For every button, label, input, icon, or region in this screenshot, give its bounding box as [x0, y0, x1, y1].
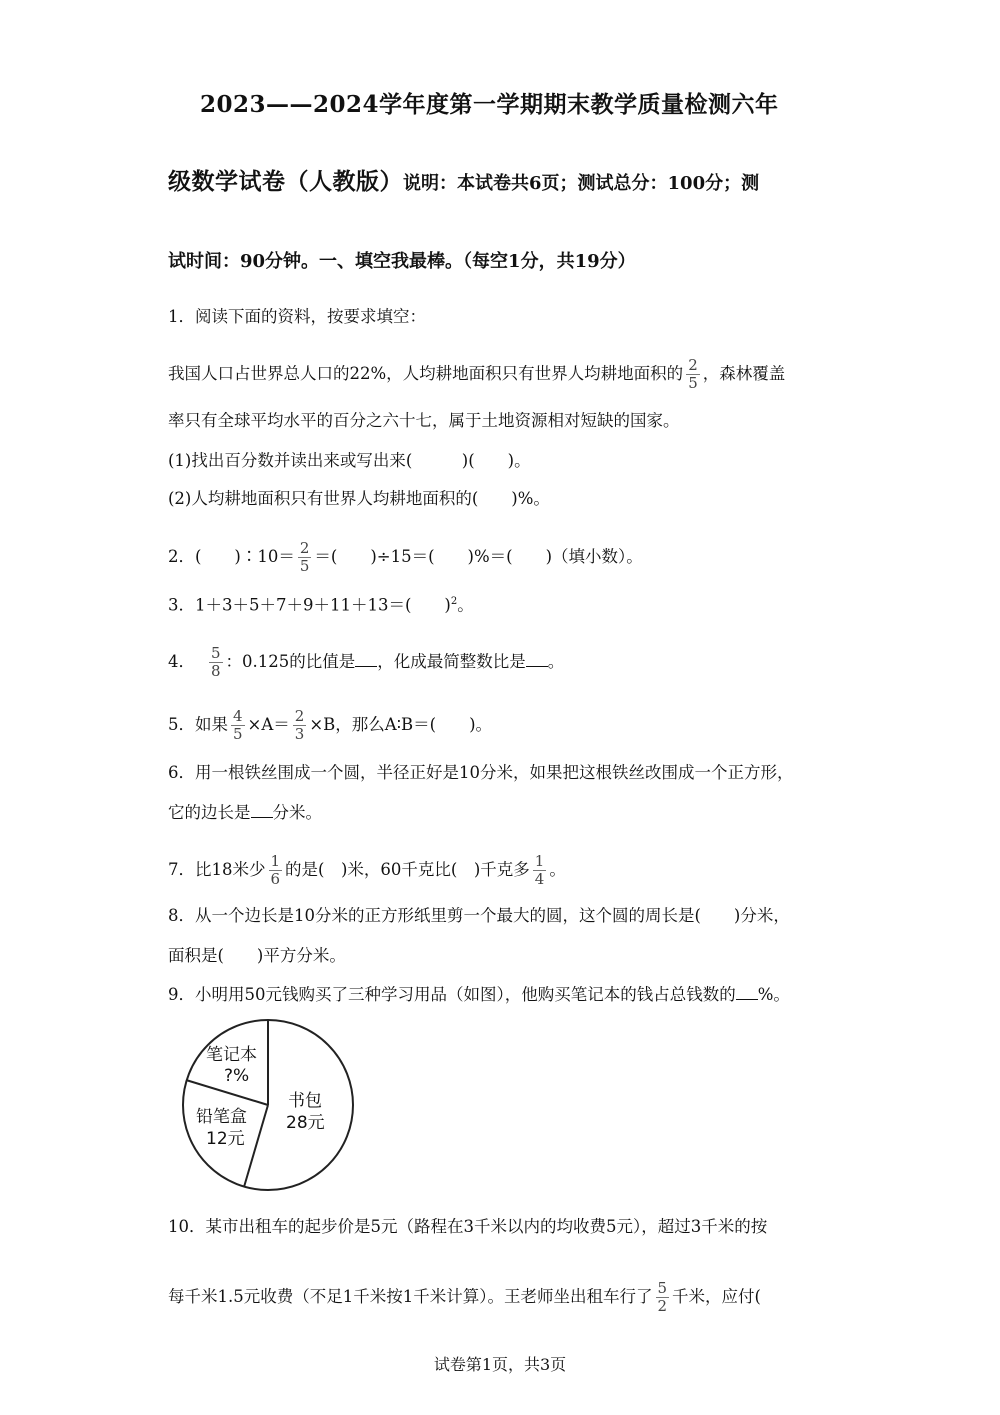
q1-frac-num: 2	[688, 356, 698, 374]
q3-text-b: 。	[457, 595, 474, 615]
pie-bag-label: 书包	[288, 1091, 322, 1111]
question-10-a: 10．某市出租车的起步价是5元（路程在3千米以内的均收费5元），超过3千米的按	[168, 1217, 768, 1236]
q4-frac-den: 8	[211, 662, 221, 680]
q5-text-b: ×A＝	[247, 715, 290, 734]
pie-chart	[176, 1015, 358, 1195]
q1-text-a: 我国人口占世界总人口的22%，人均耕地面积只有世界人均耕地面积的	[168, 364, 684, 383]
q9-answer-blank[interactable]	[736, 985, 758, 1000]
q2-text-a: 2．( )∶10＝	[168, 547, 295, 566]
question-8-a: 8．从一个边长是10分米的正方形纸里剪一个最大的圆，这个圆的周长是( )分米，	[168, 906, 790, 925]
q7-text-c: 。	[549, 860, 566, 879]
q7-text-a: 7．比18米少	[168, 860, 266, 879]
q7-frac1-den: 6	[270, 870, 281, 888]
q6-text-b: 它的边长是	[168, 803, 251, 822]
question-1-text	[168, 357, 785, 392]
question-4	[168, 645, 564, 680]
page-footer: 试卷第1页，共3页	[433, 1355, 567, 1374]
pie-pencilbox-value: 12元	[206, 1129, 245, 1149]
question-9	[168, 984, 790, 1006]
title-line-1: 2023——2024学年度第一学期期末教学质量检测六年	[200, 91, 779, 118]
question-10-b	[168, 1280, 761, 1315]
q2-fraction	[298, 540, 312, 575]
q10-text-c: 千米，应付(	[672, 1287, 761, 1306]
instructions-part-2: 试时间：90分钟。一、填空我最棒。（每空1分，共19分）	[168, 251, 636, 272]
question-8-b: 面积是( )平方分米。	[168, 946, 346, 965]
question-7	[168, 853, 566, 888]
q4-text-c: ，化成最简整数比是	[377, 652, 526, 671]
q1-text-c: 率只有全球平均水平的百分之六十七，属于土地资源相对短缺的国家。	[168, 411, 680, 430]
question-6-b	[168, 802, 322, 824]
q10-fraction	[656, 1280, 670, 1315]
q5-frac2-num: 2	[294, 707, 305, 725]
q2-frac-num: 2	[299, 539, 310, 557]
q6-answer-blank[interactable]	[251, 803, 273, 818]
q1-sub-2: (2)人均耕地面积只有世界人均耕地面积的( )%。	[168, 489, 550, 508]
q5-frac2-den: 3	[294, 725, 305, 743]
question-3	[168, 591, 474, 617]
q6-text-c: 分米。	[272, 803, 322, 822]
q7-fraction-1	[269, 853, 283, 888]
question-2	[168, 540, 643, 575]
q10-text-b: 每千米1.5元收费（不足1千米按1千米计算）。王老师坐出租车行了	[168, 1287, 653, 1306]
question-1-intro: 1．阅读下面的资料，按要求填空：	[168, 307, 426, 326]
title-line-2	[168, 168, 760, 195]
q7-frac1-num: 1	[270, 852, 281, 870]
q4-answer-blank-1[interactable]	[355, 652, 377, 667]
question-5	[168, 708, 492, 743]
q2-frac-den: 5	[299, 557, 310, 575]
q2-text-b: ＝( )÷15＝( )%＝( )（填小数）。	[314, 547, 643, 566]
q4-text-d: 。	[547, 652, 565, 671]
q7-frac2-den: 4	[534, 870, 545, 888]
instructions-part-1: 说明：本试卷共6页；测试总分：100分；测	[403, 173, 760, 194]
pie-notebook-label: 笔记本	[206, 1045, 257, 1065]
q4-frac-num: 5	[211, 644, 221, 662]
q10-frac-num: 5	[657, 1279, 668, 1297]
q1-frac-den: 5	[688, 374, 698, 392]
q9-text-a: 9．小明用50元钱购买了三种学习用品（如图），他购买笔记本的钱占总钱数的	[168, 985, 736, 1004]
q9-text-b: %。	[757, 985, 790, 1004]
q4-text-b: ：0.125的比值是	[225, 652, 356, 671]
q4-text-a: 4．	[168, 652, 195, 671]
q7-fraction-2	[533, 853, 547, 888]
q1-sub-1: (1)找出百分数并读出来或写出来( )( )。	[168, 451, 531, 470]
q5-fraction-2	[293, 708, 307, 743]
q5-text-c: ×B，那么A∶B＝( )。	[309, 715, 493, 734]
q7-frac2-num: 1	[534, 852, 545, 870]
q4-answer-blank-2[interactable]	[526, 652, 548, 667]
pie-bag-value: 28元	[286, 1113, 325, 1133]
q7-text-b: 的是( )米，60千克比( )千克多	[285, 860, 530, 879]
q1-fraction	[686, 357, 700, 392]
q5-frac1-den: 5	[233, 725, 243, 743]
q4-fraction	[209, 645, 223, 680]
q5-frac1-num: 4	[233, 707, 243, 725]
q3-exponent: 2	[450, 596, 458, 607]
question-6-a: 6．用一根铁丝围成一个圆，半径正好是10分米，如果把这根铁丝改围成一个正方形，	[168, 763, 794, 782]
q1-text-b: ，森林覆盖	[702, 364, 786, 383]
q5-text-a: 5．如果	[168, 715, 228, 734]
title-main: 级数学试卷（人教版）	[168, 168, 403, 195]
pie-notebook-value: ?%	[224, 1066, 250, 1086]
q3-text-a: 3．1＋3＋5＋7＋9＋11＋13＝( )	[168, 595, 451, 615]
q5-fraction-1	[231, 708, 245, 743]
q10-frac-den: 2	[657, 1297, 668, 1315]
pie-pencilbox-label: 铅笔盒	[196, 1107, 247, 1127]
